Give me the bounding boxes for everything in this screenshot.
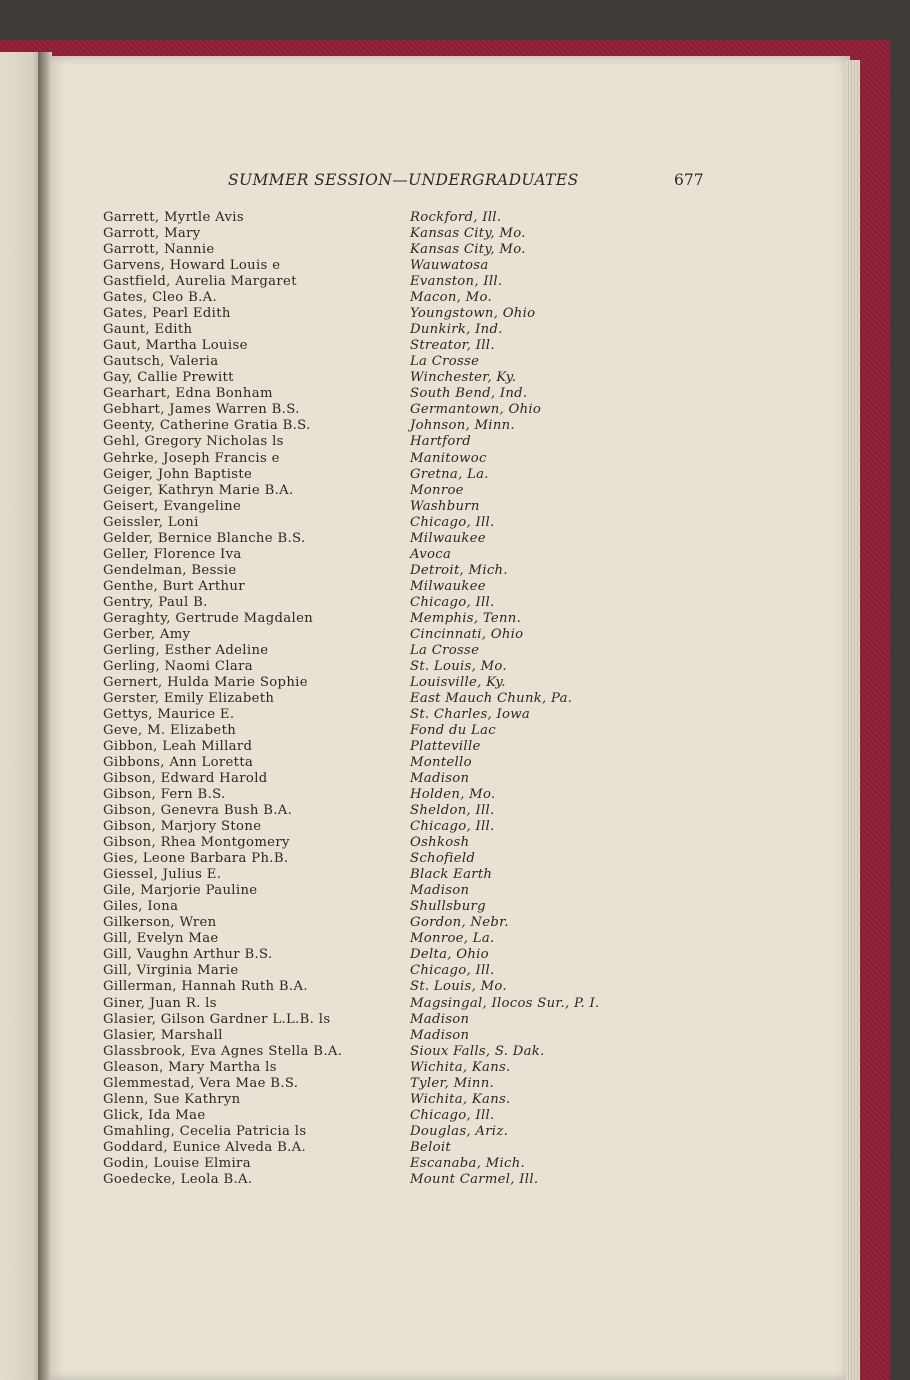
student-name: Gerber, Amy: [103, 626, 191, 642]
hometown: Oshkosh: [410, 835, 470, 851]
hometown: Monroe, La.: [410, 931, 495, 947]
student-name: Gebhart, James Warren B.S.: [103, 402, 300, 418]
hometown: Youngstown, Ohio: [410, 306, 536, 322]
hometown: La Crosse: [410, 354, 480, 370]
student-name: Glassbrook, Eva Agnes Stella B.A.: [103, 1043, 343, 1059]
hometown: Chicago, Ill.: [410, 819, 495, 835]
hometown: Chicago, Ill.: [410, 514, 495, 530]
hometown: St. Louis, Mo.: [410, 658, 507, 674]
student-name: Gillerman, Hannah Ruth B.A.: [103, 979, 308, 995]
student-name: Geenty, Catherine Gratia B.S.: [103, 418, 311, 434]
hometown: Madison: [410, 1027, 470, 1043]
student-name: Gibson, Fern B.S.: [103, 787, 226, 803]
student-name: Garvens, Howard Louis e: [103, 258, 281, 274]
student-name: Gibson, Marjory Stone: [103, 819, 262, 835]
hometown: Gretna, La.: [410, 466, 489, 482]
student-name: Giles, Iona: [103, 899, 179, 915]
hometown: Memphis, Tenn.: [410, 610, 522, 626]
hometown: Kansas City, Mo.: [410, 226, 526, 241]
student-name: Gile, Marjorie Pauline: [103, 883, 258, 899]
student-name: Gleason, Mary Martha ls: [103, 1059, 277, 1075]
hometown: St. Louis, Mo.: [410, 979, 507, 995]
student-name: Gill, Vaughn Arthur B.S.: [103, 947, 273, 963]
student-name: Gay, Callie Prewitt: [103, 370, 234, 386]
student-name: Gentry, Paul B.: [103, 594, 208, 610]
hometown: Magsingal, Ilocos Sur., P. I.: [410, 995, 600, 1011]
hometown: Avoca: [410, 546, 452, 562]
hometown: Wauwatosa: [410, 258, 489, 274]
hometown: Johnson, Minn.: [410, 418, 515, 434]
hometown: Chicago, Ill.: [410, 594, 495, 610]
hometown: Douglas, Ariz.: [410, 1123, 509, 1139]
student-name: Godin, Louise Elmira: [103, 1155, 251, 1171]
student-name: Gerling, Naomi Clara: [103, 658, 253, 674]
hometown: Kansas City, Mo.: [410, 242, 526, 258]
student-name: Garrott, Mary: [103, 226, 201, 241]
student-name: Gernert, Hulda Marie Sophie: [103, 674, 308, 690]
hometown: Madison: [410, 883, 470, 899]
student-name: Geisert, Evangeline: [103, 498, 242, 514]
hometown: Chicago, Ill.: [410, 1107, 495, 1123]
student-name: Gehl, Gregory Nicholas ls: [103, 434, 284, 450]
hometown: Germantown, Ohio: [410, 402, 542, 418]
student-name: Gill, Virginia Marie: [103, 963, 239, 979]
hometown: Montello: [410, 755, 472, 770]
hometown: Wichita, Kans.: [410, 1091, 511, 1107]
hometown: La Crosse: [410, 642, 480, 658]
hometown: Escanaba, Mich.: [410, 1155, 525, 1171]
student-name: Glick, Ida Mae: [103, 1107, 206, 1123]
facing-page: [0, 52, 40, 1380]
hometown: Black Earth: [410, 867, 493, 883]
student-name: Gibson, Edward Harold: [103, 771, 268, 787]
hometown: Winchester, Ky.: [410, 370, 517, 386]
student-name: Gaut, Martha Louise: [103, 338, 248, 354]
running-head: SUMMER SESSION—UNDERGRADUATES: [228, 171, 579, 189]
hometown: Detroit, Mich.: [410, 562, 508, 578]
page-number: 677: [674, 171, 704, 189]
student-name: Gendelman, Bessie: [103, 562, 237, 578]
student-name: Gehrke, Joseph Francis e: [103, 450, 280, 466]
hometown: Beloit: [410, 1139, 451, 1155]
hometown: Sheldon, Ill.: [410, 803, 495, 819]
hometown: Schofield: [410, 851, 476, 867]
student-name: Gates, Pearl Edith: [103, 306, 231, 322]
student-name: Gibbon, Leah Millard: [103, 739, 253, 754]
student-name: Geller, Florence Iva: [103, 546, 242, 562]
hometown: Tyler, Minn.: [410, 1075, 495, 1091]
student-name: Gautsch, Valeria: [103, 354, 219, 370]
student-name: Gerling, Esther Adeline: [103, 642, 269, 658]
student-name: Garrett, Myrtle Avis: [103, 210, 244, 225]
student-name: Gates, Cleo B.A.: [103, 290, 218, 306]
hometown: Washburn: [410, 498, 480, 514]
hometown: Madison: [410, 771, 470, 787]
hometown: Milwaukee: [410, 578, 486, 594]
student-name: Gibson, Rhea Montgomery: [103, 835, 290, 851]
student-name: Garrott, Nannie: [103, 242, 215, 258]
hometown: Manitowoc: [410, 450, 487, 466]
hometown: Mount Carmel, Ill.: [410, 1171, 539, 1187]
hometown: Milwaukee: [410, 530, 486, 546]
student-name: Giessel, Julius E.: [103, 867, 222, 883]
student-name: Glasier, Gilson Gardner L.L.B. ls: [103, 1011, 331, 1027]
student-name: Gies, Leone Barbara Ph.B.: [103, 851, 289, 867]
hometown: Sioux Falls, S. Dak.: [410, 1043, 545, 1059]
hometown: Macon, Mo.: [410, 290, 492, 306]
hometown: Hartford: [410, 434, 471, 450]
hometown: Streator, Ill.: [410, 338, 495, 354]
hometown: Louisville, Ky.: [410, 674, 506, 690]
student-name: Gelder, Bernice Blanche B.S.: [103, 530, 306, 546]
hometown: Shullsburg: [410, 899, 486, 915]
student-name: Gastfield, Aurelia Margaret: [103, 274, 297, 290]
hometown: Holden, Mo.: [410, 787, 496, 803]
student-name: Goddard, Eunice Alveda B.A.: [103, 1139, 307, 1155]
hometown: Dunkirk, Ind.: [410, 322, 503, 338]
student-name: Geiger, John Baptiste: [103, 466, 253, 482]
hometown: Madison: [410, 1011, 470, 1027]
student-name: Geraghty, Gertrude Magdalen: [103, 610, 314, 626]
student-name: Gmahling, Cecelia Patricia ls: [103, 1123, 307, 1139]
hometown: Evanston, Ill.: [410, 274, 503, 290]
hometown: East Mauch Chunk, Pa.: [410, 690, 573, 706]
student-name: Geissler, Loni: [103, 514, 199, 530]
student-name: Goedecke, Leola B.A.: [103, 1171, 253, 1187]
hometown: Monroe: [410, 482, 464, 498]
hometown: Rockford, Ill.: [410, 210, 502, 225]
student-name: Glemmestad, Vera Mae B.S.: [103, 1075, 299, 1091]
hometown: St. Charles, Iowa: [410, 706, 531, 722]
hometown: Delta, Ohio: [410, 947, 489, 963]
hometown: Platteville: [410, 739, 481, 754]
hometown: South Bend, Ind.: [410, 386, 528, 402]
hometown: Gordon, Nebr.: [410, 915, 509, 931]
student-name: Geiger, Kathryn Marie B.A.: [103, 482, 294, 498]
student-name: Gettys, Maurice E.: [103, 706, 235, 722]
page-edges: [846, 60, 860, 1380]
hometown: Wichita, Kans.: [410, 1059, 511, 1075]
student-name: Geve, M. Elizabeth: [103, 723, 237, 738]
student-name: Gibson, Genevra Bush B.A.: [103, 803, 293, 819]
student-name: Genthe, Burt Arthur: [103, 578, 245, 594]
student-name: Gaunt, Edith: [103, 322, 193, 338]
hometown: Cincinnati, Ohio: [410, 626, 524, 642]
student-name: Gilkerson, Wren: [103, 915, 217, 931]
hometown: Fond du Lac: [410, 723, 496, 738]
hometown: Chicago, Ill.: [410, 963, 495, 979]
student-name: Gill, Evelyn Mae: [103, 931, 219, 947]
student-name: Giner, Juan R. ls: [103, 995, 217, 1011]
student-name: Glenn, Sue Kathryn: [103, 1091, 241, 1107]
student-name: Gearhart, Edna Bonham: [103, 386, 273, 402]
student-name: Gerster, Emily Elizabeth: [103, 690, 275, 706]
student-name: Glasier, Marshall: [103, 1027, 223, 1043]
student-name: Gibbons, Ann Loretta: [103, 755, 254, 770]
